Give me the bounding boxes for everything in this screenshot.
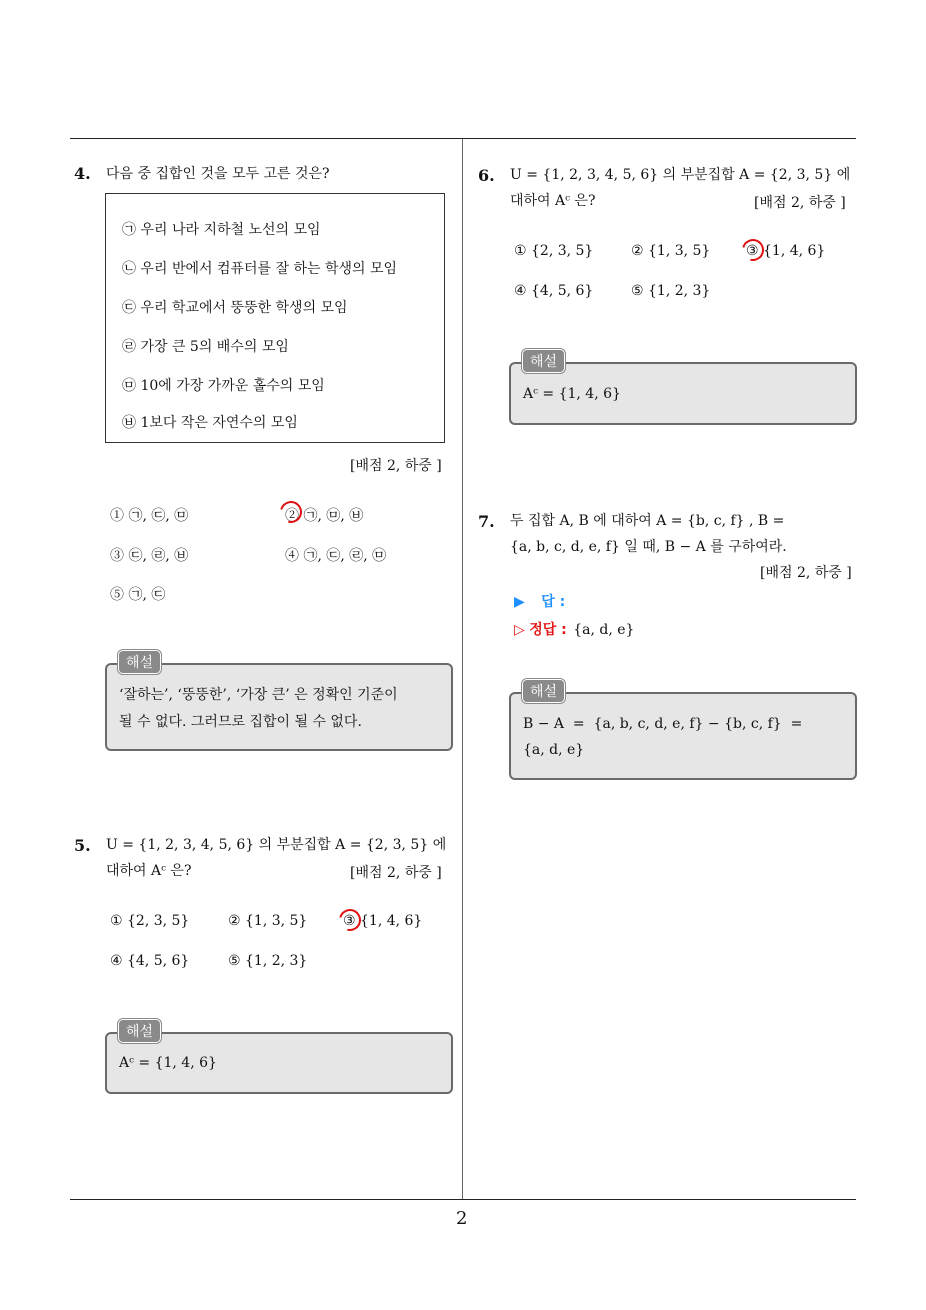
q4-option-2[interactable]: ② ㉠, ㉤, ㉥ [285, 508, 364, 524]
q4-option-1[interactable]: ① ㉠, ㉢, ㉤ [110, 508, 189, 524]
q4-condition-box [105, 193, 445, 443]
q7-correct-row [514, 619, 634, 639]
q6-option-4[interactable]: ④ {4, 5, 6} [514, 283, 594, 299]
q4-meta: [배점 2, 하중 ] [350, 458, 442, 474]
q6-answer-circle [738, 235, 768, 265]
q7-solution-line-1: B − A = {a, b, c, d, e, f} − {b, c, f} = [523, 716, 803, 732]
q5-text-line-2: 대하여 Aᶜ 은? [106, 863, 192, 879]
q5-option-4[interactable]: ④ {4, 5, 6} [110, 953, 190, 969]
q5-option-1[interactable]: ① {2, 3, 5} [110, 913, 190, 929]
q5-option-2[interactable]: ② {1, 3, 5} [228, 913, 308, 929]
column-divider [462, 139, 463, 1200]
q5-solution-tag: 해설 [118, 1019, 161, 1043]
q7-correct-label: 정답 : [529, 622, 567, 638]
q6-option-3[interactable]: ③ {1, 4, 6} [746, 243, 826, 259]
q7-solution-box [509, 692, 857, 780]
q5-meta: [배점 2, 하중 ] [350, 865, 442, 881]
q6-option-5[interactable]: ⑤ {1, 2, 3} [631, 283, 711, 299]
q5-option-3[interactable]: ③ {1, 4, 6} [343, 913, 423, 929]
q5-answer-circle [335, 905, 365, 935]
q7-number: 7. [478, 512, 495, 531]
q4-solution-box [105, 663, 453, 751]
q7-solution-line-2: {a, d, e} [523, 742, 585, 758]
q5-option-5[interactable]: ⑤ {1, 2, 3} [228, 953, 308, 969]
q4-condition-5: ㉤ 10에 가장 가까운 홀수의 모임 [122, 378, 325, 394]
q6-solution-line: Aᶜ = {1, 4, 6} [523, 386, 621, 402]
q6-option-2[interactable]: ② {1, 3, 5} [631, 243, 711, 259]
q7-correct-value: {a, d, e} [573, 622, 635, 638]
q7-solution-tag: 해설 [522, 679, 565, 703]
q4-condition-4: ㉣ 가장 큰 5의 배수의 모임 [122, 339, 289, 355]
page-number: 2 [456, 1208, 468, 1229]
bottom-rule [70, 1199, 856, 1200]
correct-arrow-icon: ▷ [514, 622, 525, 638]
q5-number: 5. [74, 836, 91, 855]
q4-solution-tag: 해설 [118, 650, 161, 674]
q7-text-line-2: {a, b, c, d, e, f} 일 때, B − A 를 구하여라. [510, 539, 787, 555]
q6-text-line-2: 대하여 Aᶜ 은? [510, 193, 596, 209]
q4-option-5[interactable]: ⑤ ㉠, ㉢ [110, 587, 166, 603]
q6-meta: [배점 2, 하중 ] [754, 195, 846, 211]
answer-arrow-icon: ▶ [514, 594, 525, 610]
q4-text: 다음 중 집합인 것을 모두 고른 것은? [106, 166, 330, 182]
top-rule [70, 138, 856, 139]
q4-condition-2: ㉡ 우리 반에서 컴퓨터를 잘 하는 학생의 모임 [122, 261, 398, 277]
q6-text-line-1: U = {1, 2, 3, 4, 5, 6} 의 부분집합 A = {2, 3, 5} 에 [510, 167, 851, 183]
q7-meta: [배점 2, 하중 ] [760, 565, 852, 581]
q5-text-line-1: U = {1, 2, 3, 4, 5, 6} 의 부분집합 A = {2, 3, 5} 에 [106, 837, 447, 853]
q4-solution-line-2: 될 수 없다. 그러므로 집합이 될 수 없다. [119, 714, 362, 730]
q6-option-1[interactable]: ① {2, 3, 5} [514, 243, 594, 259]
q7-text-line-1: 두 집합 A, B 에 대하여 A = {b, c, f} , B = [510, 513, 785, 529]
q6-solution-tag: 해설 [522, 349, 565, 373]
q4-option-4[interactable]: ④ ㉠, ㉢, ㉣, ㉤ [285, 548, 387, 564]
q7-answer-row [514, 591, 565, 611]
q6-number: 6. [478, 166, 495, 185]
q5-solution-line: Aᶜ = {1, 4, 6} [119, 1055, 217, 1071]
q4-option-3[interactable]: ③ ㉢, ㉣, ㉥ [110, 548, 189, 564]
q4-condition-3: ㉢ 우리 학교에서 뚱뚱한 학생의 모임 [122, 300, 348, 316]
q4-solution-line-1: ‘잘하는’, ‘뚱뚱한’, ‘가장 큰’ 은 정확인 기준이 [119, 687, 398, 703]
q7-answer-label: 답 : [541, 594, 566, 610]
q4-number: 4. [74, 164, 91, 183]
q4-condition-6: ㉥ 1보다 작은 자연수의 모임 [122, 415, 298, 431]
q4-condition-1: ㉠ 우리 나라 지하철 노선의 모임 [122, 222, 321, 238]
